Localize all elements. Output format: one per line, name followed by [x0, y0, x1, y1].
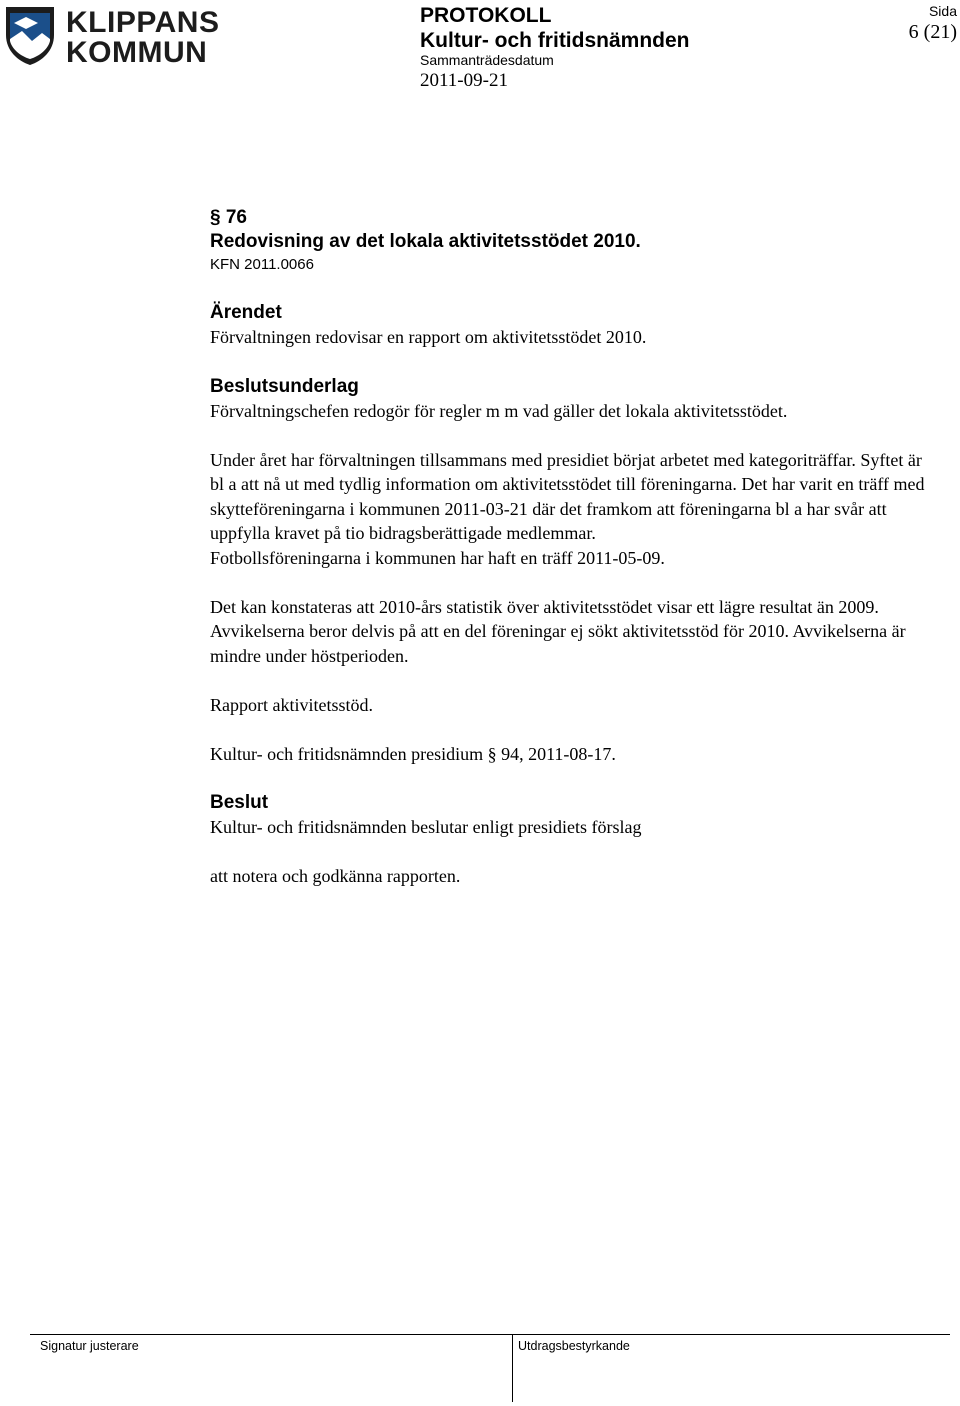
page-number: 6 (21)	[908, 21, 957, 43]
arendet-text: Förvaltningen redovisar en rapport om aktivitetsstödet 2010.	[210, 327, 647, 347]
document-title: PROTOKOLL	[420, 4, 552, 27]
beslutsunderlag-paragraph: Förvaltningschefen redogör för regler m m vad gäller det lokala aktivitetsstödet.	[210, 400, 788, 421]
meeting-date: 2011-09-21	[420, 70, 508, 91]
footer-divider	[30, 1334, 950, 1335]
logo-text-kommun: KOMMUN	[66, 36, 208, 69]
logo-text-klippans: KLIPPANS	[66, 6, 220, 39]
section-number: § 76	[210, 207, 247, 228]
beslut-att-clause: att notera och godkänna rapporten.	[210, 866, 461, 886]
page-label: Sida	[928, 3, 957, 19]
case-reference: KFN 2011.0066	[210, 256, 314, 273]
signature-label: Signatur justerare	[40, 1339, 139, 1353]
beslutsunderlag-paragraph: Rapport aktivitetsstöd.	[210, 694, 373, 715]
minutes-content	[210, 206, 940, 889]
municipality-emblem-icon	[4, 5, 60, 67]
board-name: Kultur- och fritidsnämnden	[420, 29, 690, 52]
beslutsunderlag-paragraph: Kultur- och fritidsnämnden presidium § 94, 2011-08-17.	[210, 743, 616, 764]
beslut-text: Kultur- och fritidsnämnden beslutar enligt presidiets förslag	[210, 817, 642, 837]
beslut-heading: Beslut	[210, 792, 269, 813]
footer-column-divider	[512, 1334, 513, 1402]
section-title: Redovisning av det lokala aktivitetsstödet 2010.	[210, 231, 641, 252]
meeting-date-label: Sammanträdesdatum	[420, 52, 554, 68]
certification-label: Utdragsbestyrkande	[518, 1339, 630, 1353]
beslutsunderlag-paragraph: Under året har förvaltningen tillsammans med presidiet börjat arbetet med kategoriträffar. Syftet är bl a att nå ut med tydlig information om aktivitetsstödet till föreningarna. Det har varit en träff med skytteföreningarna i kommunen 2011-03-21 där det framkom att föreningarna bl a har svår att uppfylla kravet på tio bidragsberättigade medlemmar.	[210, 449, 925, 543]
arendet-heading: Ärendet	[210, 302, 282, 323]
beslutsunderlag-paragraph: Det kan konstateras att 2010-års statistik över aktivitetsstödet visar ett lägre resultat än 2009. Avvikelserna beror delvis på att en del föreningar ej sökt aktivitetsstöd för 2010. Avvikelserna är mindre under höstperioden.	[210, 596, 906, 666]
beslutsunderlag-heading: Beslutsunderlag	[210, 375, 359, 397]
klippans-kommun-logo	[4, 5, 220, 69]
beslutsunderlag-paragraph: Fotbollsföreningarna i kommunen har haft en träff 2011-05-09.	[210, 547, 665, 568]
